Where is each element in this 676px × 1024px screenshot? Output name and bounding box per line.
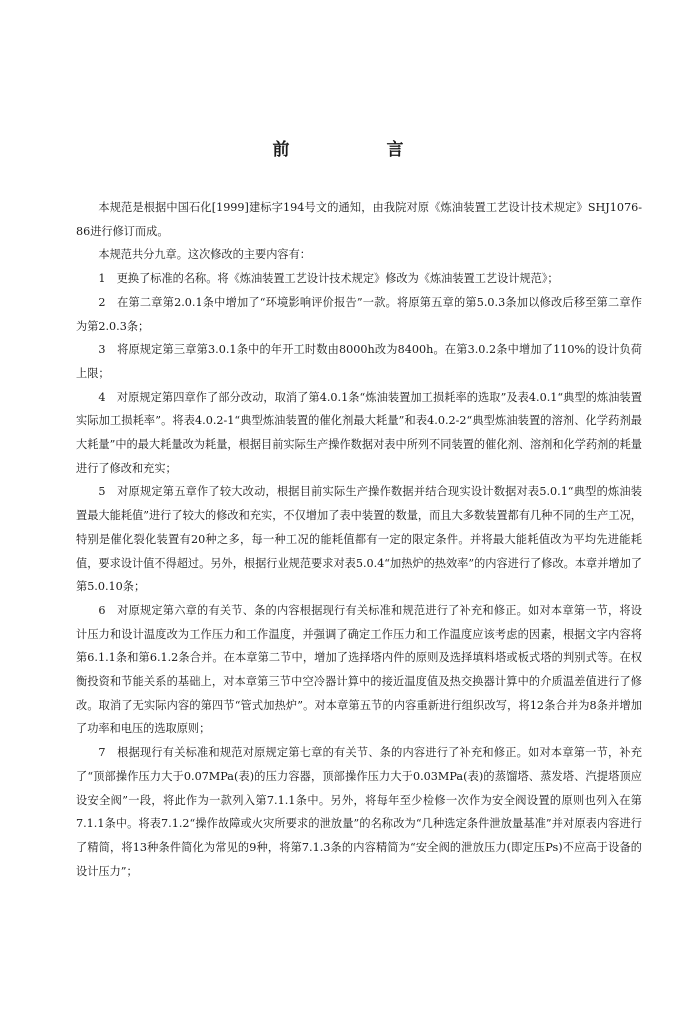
page-title: 前 言 [272, 140, 444, 160]
paragraph-item-1: 1 更换了标准的名称。将《炼油装置工艺设计技术规定》修改为《炼油装置工艺设计规范》； [98, 272, 559, 286]
paragraph-intro: 本规范是根据中国石化[1999]建标字194号文的通知，由我院对原《炼油装置工艺设计技术规定》SHJ1076-86进行修订而成。 [76, 201, 642, 238]
paragraph-item-7: 7 根据现行有关标准和规范对原规定第七章的有关节、条的内容进行了补充和修正。如对本章第一节，补充了“顶部操作压力大于0.07MPa(表)的压力容器，顶部操作压力大于0.03MPa(表)的蒸馏塔、蒸发塔、汽提塔顶应设安全阀”一段，将此作为一款列入第7.1.1条中。另外，将每年至少检修一次作为安全阀设置的原则也列入在第7.1.1条中。将表7.1.2“操作故障或火灾所要求的泄放量”的名称改为“几种选定条件泄放量基准”并对原表内容进行了精简，将13种条件简化为常见的9种，将第7.1.3条的内容精简为“安全阀的泄放压力(即定压Ps)不应高于设备的设计压力”； [76, 746, 642, 878]
paragraph-item-3: 3 将原规定第三章第3.0.1条中的年开工时数由8000h改为8400h。在第3.0.2条中增加了110%的设计负荷上限； [76, 343, 642, 380]
paragraph-item-4: 4 对原规定第四章作了部分改动，取消了第4.0.1条“炼油装置加工损耗率的选取”及表4.0.1“典型的炼油装置实际加工损耗率”。将表4.0.2-1“典型炼油装置的催化剂最大耗量”和表4.0.2-2“典型炼油装置的溶剂、化学药剂最大耗量”中的最大耗量改为耗量，根据目前实际生产操作数据对表中所列不同装置的催化剂、溶剂和化学药剂的耗量进行了修改和充实； [76, 390, 642, 475]
paragraph-item-6: 6 对原规定第六章的有关节、条的内容根据现行有关标准和规范进行了补充和修正。如对本章第一节，将设计压力和设计温度改为工作压力和工作温度，并强调了确定工作压力和工作温度应该考虑的因素，根据文字内容将第6.1.1条和第6.1.2条合并。在本章第二节中，增加了选择塔内件的原则及选择填料塔或板式塔的判别式等。在权衡投资和节能关系的基础上，对本章第三节中空冷器计算中的接近温度值及热交换器计算中的介质温差值进行了修改。取消了无实际内容的第四节“管式加热炉”。对本章第五节的内容重新进行组织改写，将12条合并为8条并增加了功率和电压的选取原则； [76, 603, 642, 736]
paragraph-item-2: 2 在第二章第2.0.1条中增加了“环境影响评价报告”一款。将原第五章的第5.0.3条加以修改后移至第二章作为第2.0.3条； [76, 295, 642, 333]
document-body [76, 196, 642, 883]
paragraph-item-5: 5 对原规定第五章作了较大改动，根据目前实际生产操作数据并结合现实设计数据对表5.0.1“典型的炼油装置最大能耗值”进行了较大的修改和充实，不仅增加了表中装置的数量，而且大多数装置都有几种不同的生产工况，特别是催化裂化装置有20种之多，每一种工况的能耗值都有一定的限定条件。并将最大能耗值改为平均先进能耗值，要求设计值不得超过。另外，根据行业规范要求对表5.0.4“加热炉的热效率”的内容进行了修改。本章并增加了第5.0.10条； [76, 485, 642, 594]
paragraph-summary: 本规范共分九章。这次修改的主要内容有： [98, 248, 311, 262]
